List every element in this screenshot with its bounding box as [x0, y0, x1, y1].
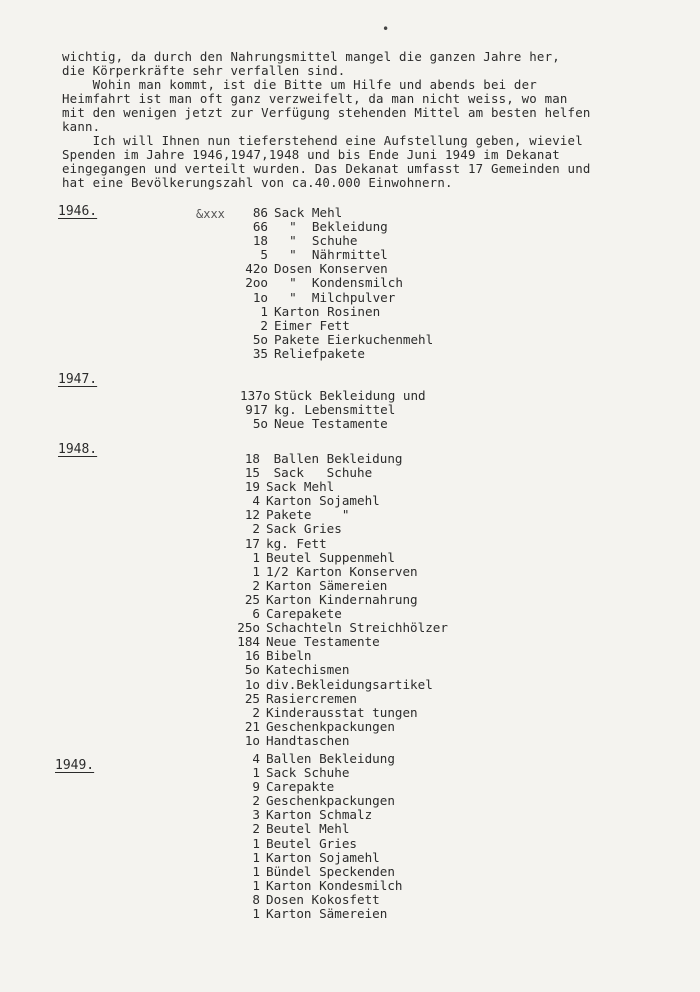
item-description: Eimer Fett — [274, 317, 350, 333]
item-description: Sack Schuhe — [266, 465, 373, 481]
item-description: Sack Mehl — [274, 205, 343, 220]
list-item — [240, 319, 433, 333]
item-description: kg. Lebensmittel — [274, 402, 396, 418]
item-quantity: 2 — [252, 793, 260, 809]
item-description: Bündel Speckenden — [266, 863, 395, 879]
item-quantity: 15 — [244, 465, 260, 481]
item-description: " Schuhe — [274, 233, 358, 249]
item-quantity: 1 — [260, 303, 268, 319]
item-quantity: 1 — [252, 765, 260, 781]
item-quantity: 1 — [252, 849, 260, 865]
item-description: Karton Sämereien — [266, 577, 388, 593]
item-quantity: 4 — [252, 751, 260, 766]
item-description: Dosen Kokosfett — [266, 891, 380, 907]
donation-list-1947 — [240, 389, 426, 431]
item-quantity: 2 — [260, 317, 268, 333]
list-item — [232, 494, 448, 508]
item-description: " Bekleidung — [274, 219, 388, 235]
list-item — [240, 220, 433, 234]
item-quantity: 5o — [244, 662, 260, 678]
page-mark: • — [382, 22, 390, 36]
list-item — [232, 780, 402, 794]
list-item — [232, 808, 402, 822]
item-quantity: 9 — [252, 779, 260, 795]
item-quantity: 12 — [244, 507, 260, 523]
item-quantity: 1 — [252, 877, 260, 893]
item-description: Rasiercremen — [266, 690, 357, 706]
item-quantity: 25 — [244, 690, 260, 706]
item-description: 1/2 Karton Konserven — [266, 563, 418, 579]
item-description: " Nährmittel — [274, 247, 388, 263]
item-quantity: 18 — [252, 233, 268, 249]
intro-line: eingegangen und verteilt wurden. Das Dekanat umfasst 17 Gemeinden und — [62, 161, 591, 176]
list-item — [240, 291, 433, 305]
item-description: Sack Mehl — [266, 479, 335, 495]
item-description: Ballen Bekleidung — [266, 451, 403, 466]
item-quantity: 5o — [252, 331, 268, 347]
item-description: Pakete " — [266, 507, 350, 523]
list-item — [232, 794, 402, 808]
item-quantity: 1o — [252, 289, 268, 305]
list-item — [240, 403, 426, 417]
list-item — [232, 480, 448, 494]
item-quantity: 1o — [244, 732, 260, 748]
list-item — [232, 593, 448, 607]
list-item — [232, 466, 448, 480]
list-item — [232, 720, 448, 734]
list-item — [232, 879, 402, 893]
item-quantity: 1o — [244, 676, 260, 692]
intro-line: kann. — [62, 119, 101, 134]
item-description: Beutel Gries — [266, 835, 357, 851]
item-description: Carepakte — [266, 779, 335, 795]
item-quantity: 42o — [245, 261, 268, 277]
item-quantity: 1 — [252, 835, 260, 851]
struck-out-text: &xxx — [196, 207, 225, 221]
item-description: Geschenkpackungen — [266, 793, 395, 809]
item-description: Sack Gries — [266, 521, 342, 537]
donation-list-1946 — [240, 206, 433, 361]
list-item — [232, 551, 448, 565]
item-description: Karton Schmalz — [266, 807, 373, 823]
item-description: Stück Bekleidung und — [274, 388, 426, 403]
list-item — [240, 248, 433, 262]
item-quantity: 2 — [252, 821, 260, 837]
list-item — [240, 206, 433, 220]
item-quantity: 6 — [252, 606, 260, 622]
item-description: Neue Testamente — [274, 416, 388, 432]
intro-line: hat eine Bevölkerungszahl von ca.40.000 Einwohnern. — [62, 175, 453, 190]
list-item — [232, 752, 402, 766]
list-item — [232, 766, 402, 780]
item-quantity: 2 — [252, 577, 260, 593]
item-description: kg. Fett — [266, 535, 327, 551]
item-description: Pakete Eierkuchenmehl — [274, 331, 434, 347]
item-description: Karton Sämereien — [266, 906, 388, 922]
list-item — [232, 837, 402, 851]
list-item — [240, 389, 426, 403]
item-description: Karton Sojamehl — [266, 493, 380, 509]
item-description: Neue Testamente — [266, 634, 380, 650]
list-item — [232, 621, 448, 635]
item-quantity: 137o — [240, 388, 271, 403]
item-description: Handtaschen — [266, 732, 350, 748]
item-quantity: 1 — [252, 863, 260, 879]
item-description: Karton Kondesmilch — [266, 877, 403, 893]
item-quantity: 1 — [252, 563, 260, 579]
item-description: " Milchpulver — [274, 289, 396, 305]
item-quantity: 16 — [244, 648, 260, 664]
item-quantity: 917 — [245, 402, 268, 418]
item-quantity: 5 — [260, 247, 268, 263]
item-description: Katechismen — [266, 662, 350, 678]
list-item — [232, 907, 402, 921]
item-quantity: 35 — [252, 345, 268, 361]
intro-line: mit den wenigen jetzt zur Verfügung stehenden Mittel am besten helfen — [62, 105, 591, 120]
item-quantity: 8 — [252, 891, 260, 907]
list-item — [240, 305, 433, 319]
list-item — [240, 276, 433, 290]
donation-list-1948 — [232, 452, 448, 748]
item-quantity: 3 — [252, 807, 260, 823]
intro-line: die Körperkräfte sehr verfallen sind. — [62, 63, 346, 78]
list-item — [232, 508, 448, 522]
list-item — [232, 692, 448, 706]
item-quantity: 21 — [244, 718, 260, 734]
list-item — [232, 893, 402, 907]
item-quantity: 17 — [244, 535, 260, 551]
list-item — [240, 347, 433, 361]
item-quantity: 2 — [252, 521, 260, 537]
list-item — [232, 851, 402, 865]
item-description: Ballen Bekleidung — [266, 751, 395, 766]
item-quantity: 18 — [244, 451, 260, 466]
list-item — [232, 678, 448, 692]
list-item — [240, 417, 426, 431]
intro-line: Spenden im Jahre 1946,1947,1948 und bis Ende Juni 1949 im Dekanat — [62, 147, 560, 162]
item-quantity: 1 — [252, 549, 260, 565]
list-item — [232, 734, 448, 748]
list-item — [232, 522, 448, 536]
item-quantity: 66 — [252, 219, 268, 235]
item-quantity: 25o — [237, 620, 260, 636]
year-heading-1948: 1948. — [58, 442, 98, 457]
item-quantity: 4 — [252, 493, 260, 509]
list-item — [232, 706, 448, 720]
list-item — [232, 607, 448, 621]
item-description: Carepakete — [266, 606, 342, 622]
donation-list-1949 — [232, 752, 402, 921]
intro-line: Wohin man kommt, ist die Bitte um Hilfe und abends bei der — [62, 77, 537, 92]
item-description: Beutel Mehl — [266, 821, 350, 837]
item-quantity: 5o — [252, 416, 268, 432]
item-quantity: 25 — [244, 591, 260, 607]
item-description: Schachteln Streichhölzer — [266, 620, 448, 636]
item-quantity: 2oo — [245, 275, 268, 291]
list-item — [232, 565, 448, 579]
item-quantity: 86 — [252, 205, 268, 220]
list-item — [232, 635, 448, 649]
item-description: Beutel Suppenmehl — [266, 549, 395, 565]
item-quantity: 19 — [244, 479, 260, 495]
item-description: Sack Schuhe — [266, 765, 350, 781]
intro-line: Heimfahrt ist man oft ganz verzweifelt, da man nicht weiss, wo man — [62, 91, 568, 106]
item-description: Karton Rosinen — [274, 303, 381, 319]
item-quantity: 2 — [252, 704, 260, 720]
list-item — [232, 649, 448, 663]
item-description: div.Bekleidungsartikel — [266, 676, 433, 692]
item-description: Dosen Konserven — [274, 261, 388, 277]
intro-line: Ich will Ihnen nun tieferstehend eine Aufstellung geben, wieviel — [62, 133, 583, 148]
year-heading-1947: 1947. — [58, 372, 98, 387]
list-item — [232, 579, 448, 593]
item-quantity: 1 — [252, 906, 260, 922]
list-item — [240, 262, 433, 276]
list-item — [240, 234, 433, 248]
item-description: " Kondensmilch — [274, 275, 403, 291]
list-item — [232, 865, 402, 879]
item-description: Reliefpakete — [274, 345, 365, 361]
intro-line: wichtig, da durch den Nahrungsmittel mangel die ganzen Jahre her, — [62, 49, 560, 64]
item-description: Karton Sojamehl — [266, 849, 380, 865]
list-item — [232, 663, 448, 677]
year-heading-1946: 1946. — [58, 204, 98, 219]
item-description: Kinderausstat tungen — [266, 704, 418, 720]
item-quantity: 184 — [237, 634, 260, 650]
list-item — [232, 537, 448, 551]
item-description: Geschenkpackungen — [266, 718, 395, 734]
item-description: Karton Kindernahrung — [266, 591, 418, 607]
list-item — [232, 822, 402, 836]
item-description: Bibeln — [266, 648, 312, 664]
year-heading-1949: 1949. — [55, 758, 95, 773]
list-item — [232, 452, 448, 466]
list-item — [240, 333, 433, 347]
